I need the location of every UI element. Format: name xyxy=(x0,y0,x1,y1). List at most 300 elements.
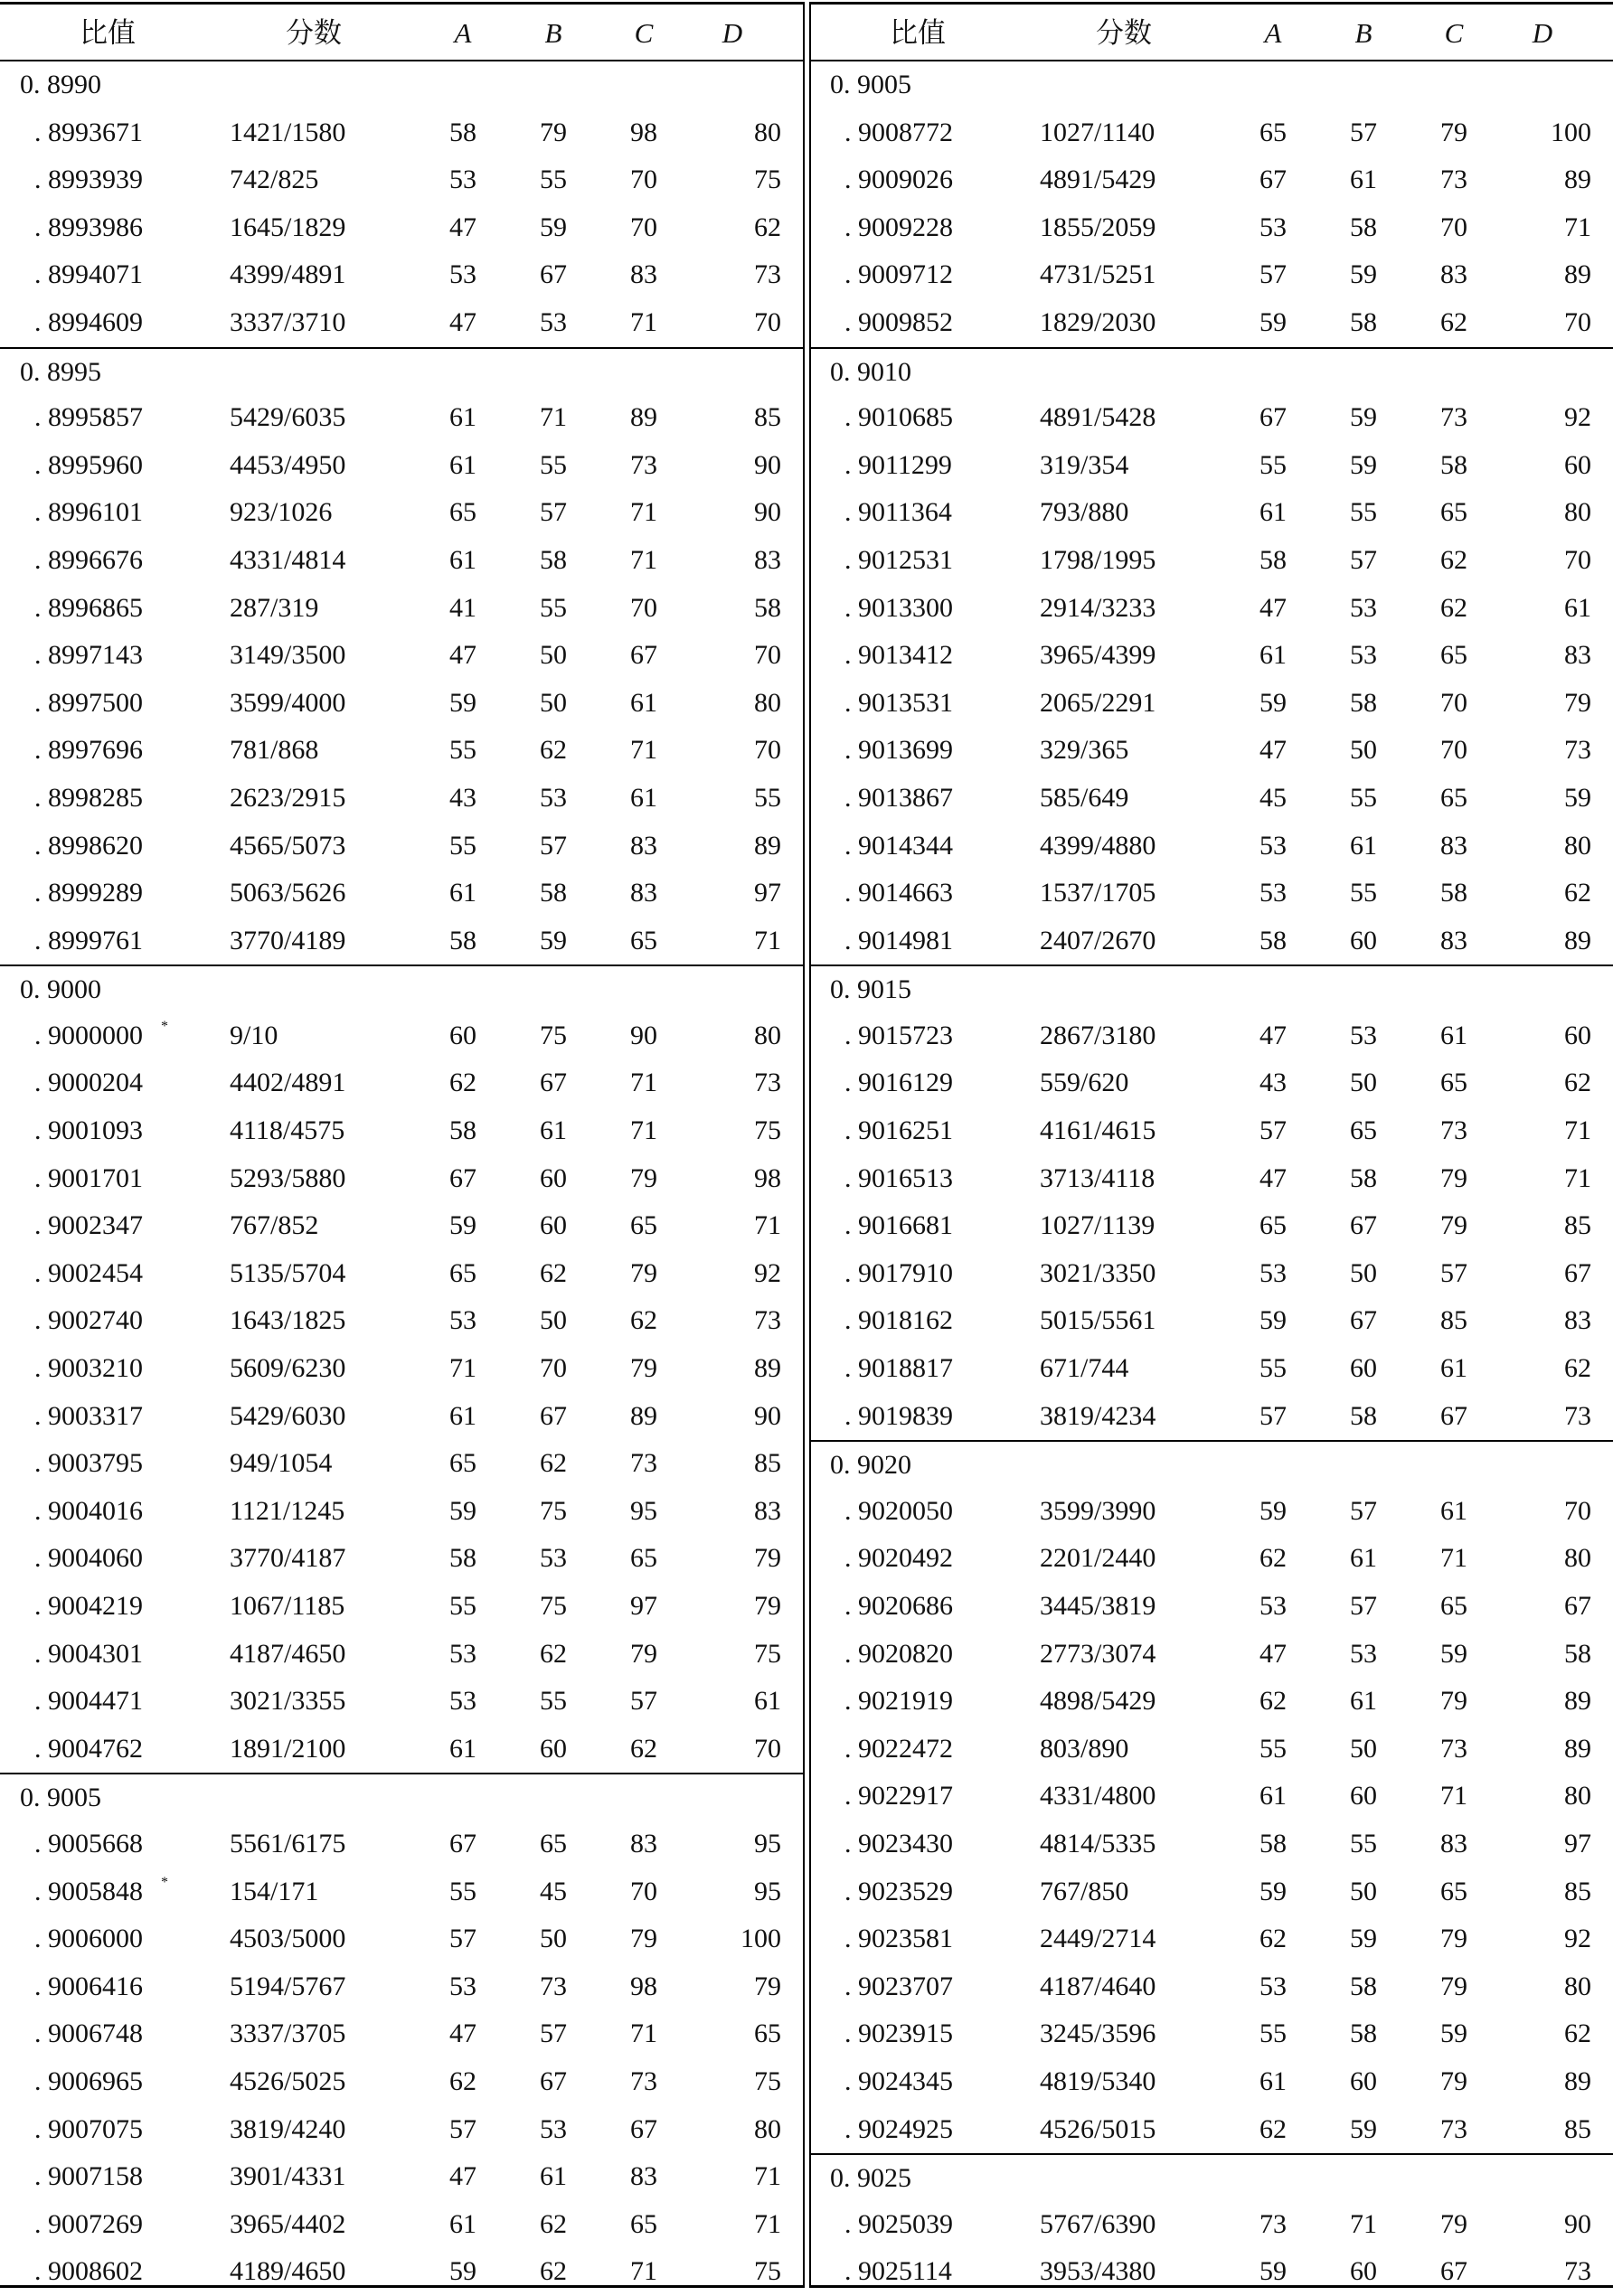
b-cell: 59 xyxy=(1350,402,1377,433)
double-rule-left xyxy=(803,2,805,2288)
b-cell: 57 xyxy=(540,2018,567,2049)
c-cell: 97 xyxy=(630,1591,657,1621)
d-cell: 71 xyxy=(1564,1115,1591,1146)
header-d: D xyxy=(1532,17,1553,49)
fraction-cell: 3599/3990 xyxy=(1040,1495,1156,1526)
fraction-cell: 923/1026 xyxy=(230,497,333,528)
ratio-cell: . 9023430 xyxy=(844,1828,953,1858)
b-cell: 61 xyxy=(1350,165,1377,195)
c-cell: 61 xyxy=(1440,1495,1467,1526)
b-cell: 62 xyxy=(540,1257,567,1288)
asterisk-mark: * xyxy=(161,1874,168,1890)
group-label: 0. 9010 xyxy=(830,356,911,387)
ratio-cell: . 9006965 xyxy=(34,2065,143,2096)
b-cell: 73 xyxy=(540,1971,567,2001)
d-cell: 60 xyxy=(1564,1020,1591,1050)
c-cell: 62 xyxy=(1440,592,1467,623)
c-cell: 58 xyxy=(1440,449,1467,480)
d-cell: 58 xyxy=(1564,1638,1591,1669)
fraction-cell: 4189/4650 xyxy=(230,2256,346,2287)
c-cell: 83 xyxy=(1440,259,1467,290)
table-row xyxy=(0,775,803,823)
a-cell: 53 xyxy=(1259,1971,1287,2001)
c-cell: 62 xyxy=(630,1733,657,1764)
table-row xyxy=(0,394,803,442)
c-cell: 83 xyxy=(630,1828,657,1858)
ratio-cell: . 9016681 xyxy=(844,1210,953,1241)
ratio-cell: . 9006748 xyxy=(34,2018,143,2049)
c-cell: 67 xyxy=(1440,1400,1467,1431)
b-cell: 53 xyxy=(540,2113,567,2144)
ratio-cell: . 8996676 xyxy=(34,544,143,575)
ratio-cell: . 9016129 xyxy=(844,1068,953,1098)
a-cell: 55 xyxy=(1259,1353,1287,1384)
d-cell: 89 xyxy=(1564,1733,1591,1764)
b-cell: 58 xyxy=(1350,687,1377,718)
d-cell: 89 xyxy=(1564,165,1591,195)
table-row xyxy=(0,1915,803,1963)
table-row xyxy=(810,156,1613,204)
fraction-cell: 671/744 xyxy=(1040,1353,1129,1384)
ratio-cell: . 9022917 xyxy=(844,1781,953,1811)
fraction-cell: 3021/3350 xyxy=(1040,1257,1156,1288)
b-cell: 50 xyxy=(1350,1733,1377,1764)
c-cell: 73 xyxy=(1440,2113,1467,2144)
ratio-cell: . 9007075 xyxy=(34,2113,143,2144)
ratio-cell: . 9016251 xyxy=(844,1115,953,1146)
d-cell: 83 xyxy=(1564,640,1591,671)
c-cell: 70 xyxy=(630,165,657,195)
d-cell: 89 xyxy=(754,830,781,861)
group-heading xyxy=(0,61,803,109)
a-cell: 53 xyxy=(449,1686,476,1717)
d-cell: 92 xyxy=(754,1257,781,1288)
fraction-cell: 4503/5000 xyxy=(230,1924,346,1954)
d-cell: 98 xyxy=(754,1162,781,1193)
c-cell: 89 xyxy=(630,402,657,433)
fraction-cell: 1027/1139 xyxy=(1040,1210,1156,1241)
b-cell: 62 xyxy=(540,735,567,766)
ratio-cell: . 8995960 xyxy=(34,449,143,480)
fraction-cell: 3245/3596 xyxy=(1040,2018,1156,2049)
c-cell: 83 xyxy=(630,2161,657,2192)
ratio-cell: . 9019839 xyxy=(844,1400,953,1431)
b-cell: 71 xyxy=(1350,2208,1377,2239)
a-cell: 67 xyxy=(449,1162,476,1193)
b-cell: 62 xyxy=(540,1638,567,1669)
b-cell: 60 xyxy=(1350,2256,1377,2287)
fraction-cell: 4161/4615 xyxy=(1040,1115,1156,1146)
b-cell: 55 xyxy=(540,592,567,623)
ratio-cell: . 9013867 xyxy=(844,782,953,813)
d-cell: 73 xyxy=(754,1305,781,1336)
d-cell: 70 xyxy=(754,1733,781,1764)
fraction-cell: 1855/2059 xyxy=(1040,212,1156,242)
d-cell: 95 xyxy=(754,1876,781,1906)
b-cell: 53 xyxy=(1350,640,1377,671)
table-header xyxy=(0,5,803,61)
table-row xyxy=(810,2058,1613,2106)
a-cell: 65 xyxy=(449,1448,476,1479)
fraction-cell: 949/1054 xyxy=(230,1448,333,1479)
header-c: C xyxy=(634,17,654,49)
b-cell: 67 xyxy=(1350,1210,1377,1241)
table-row xyxy=(810,1345,1613,1393)
table-row xyxy=(0,1488,803,1536)
c-cell: 71 xyxy=(1440,1781,1467,1811)
c-cell: 67 xyxy=(1440,2256,1467,2287)
table-row xyxy=(810,109,1613,157)
b-cell: 67 xyxy=(1350,1305,1377,1336)
table-row xyxy=(0,917,803,965)
table-row xyxy=(810,1297,1613,1345)
b-cell: 60 xyxy=(540,1162,567,1193)
d-cell: 80 xyxy=(1564,497,1591,528)
b-cell: 55 xyxy=(540,1686,567,1717)
ratio-cell: . 9004762 xyxy=(34,1733,143,1764)
a-cell: 45 xyxy=(1259,782,1287,813)
table-row xyxy=(810,2010,1613,2058)
d-cell: 73 xyxy=(1564,1400,1591,1431)
c-cell: 71 xyxy=(630,497,657,528)
fraction-cell: 3337/3705 xyxy=(230,2018,346,2049)
c-cell: 73 xyxy=(1440,1115,1467,1146)
b-cell: 67 xyxy=(540,1068,567,1098)
ratio-cell: . 8996101 xyxy=(34,497,143,528)
d-cell: 90 xyxy=(754,449,781,480)
d-cell: 65 xyxy=(754,2018,781,2049)
d-cell: 73 xyxy=(1564,2256,1591,2287)
c-cell: 70 xyxy=(630,592,657,623)
b-cell: 50 xyxy=(1350,1068,1377,1098)
fraction-cell: 559/620 xyxy=(1040,1068,1129,1098)
ratio-cell: . 9024925 xyxy=(844,2113,953,2144)
fraction-cell: 3599/4000 xyxy=(230,687,346,718)
table-row xyxy=(810,1202,1613,1250)
a-cell: 61 xyxy=(449,878,476,908)
d-cell: 80 xyxy=(754,2113,781,2144)
a-cell: 59 xyxy=(1259,1305,1287,1336)
table-row xyxy=(0,1393,803,1441)
table-row xyxy=(0,727,803,775)
a-cell: 53 xyxy=(449,259,476,290)
c-cell: 79 xyxy=(1440,1924,1467,1954)
fraction-cell: 3149/3500 xyxy=(230,640,346,671)
d-cell: 92 xyxy=(1564,1924,1591,1954)
fraction-cell: 1798/1995 xyxy=(1040,544,1156,575)
fraction-cell: 2449/2714 xyxy=(1040,1924,1156,1954)
table-row xyxy=(0,632,803,680)
b-cell: 57 xyxy=(540,497,567,528)
right-table xyxy=(810,2,1613,2288)
a-cell: 57 xyxy=(1259,259,1287,290)
b-cell: 59 xyxy=(1350,2113,1377,2144)
table-row xyxy=(810,1726,1613,1774)
c-cell: 79 xyxy=(630,1162,657,1193)
ratio-cell: . 9009852 xyxy=(844,306,953,337)
table-row xyxy=(0,156,803,204)
fraction-cell: 3965/4399 xyxy=(1040,640,1156,671)
table-row xyxy=(810,394,1613,442)
header-ratio: 比值 xyxy=(890,17,946,49)
fraction-cell: 3965/4402 xyxy=(230,2208,346,2239)
c-cell: 79 xyxy=(630,1257,657,1288)
table-row xyxy=(810,1012,1613,1060)
header-b: B xyxy=(544,17,562,49)
table-row xyxy=(0,1821,803,1868)
group-heading xyxy=(810,2153,1613,2201)
d-cell: 83 xyxy=(754,544,781,575)
ratio-cell: . 9001093 xyxy=(34,1115,143,1146)
ratio-cell: . 9004060 xyxy=(34,1543,143,1574)
b-cell: 55 xyxy=(540,449,567,480)
c-cell: 65 xyxy=(1440,640,1467,671)
fraction-cell: 3713/4118 xyxy=(1040,1162,1156,1193)
b-cell: 62 xyxy=(540,1448,567,1479)
group-label: 0. 9025 xyxy=(830,2163,911,2194)
ratio-cell: . 9002740 xyxy=(34,1305,143,1336)
fraction-cell: 3770/4187 xyxy=(230,1543,346,1574)
a-cell: 53 xyxy=(1259,1591,1287,1621)
b-cell: 67 xyxy=(540,259,567,290)
table-row xyxy=(810,823,1613,870)
c-cell: 79 xyxy=(1440,2065,1467,2096)
table-row xyxy=(810,1393,1613,1441)
table-row xyxy=(0,1107,803,1155)
c-cell: 79 xyxy=(630,1353,657,1384)
d-cell: 79 xyxy=(754,1591,781,1621)
c-cell: 79 xyxy=(1440,1162,1467,1193)
fraction-cell: 5015/5561 xyxy=(1040,1305,1156,1336)
ratio-cell: . 8995857 xyxy=(34,402,143,433)
table-row xyxy=(0,489,803,537)
ratio-cell: . 8999289 xyxy=(34,878,143,908)
a-cell: 59 xyxy=(449,687,476,718)
ratio-cell: . 9004471 xyxy=(34,1686,143,1717)
b-cell: 58 xyxy=(1350,2018,1377,2049)
header-d: D xyxy=(722,17,743,49)
b-cell: 58 xyxy=(1350,1162,1377,1193)
c-cell: 65 xyxy=(630,925,657,955)
d-cell: 73 xyxy=(754,1068,781,1098)
d-cell: 85 xyxy=(1564,2113,1591,2144)
a-cell: 65 xyxy=(1259,117,1287,147)
ratio-cell: . 9009026 xyxy=(844,165,953,195)
ratio-cell: . 9025114 xyxy=(844,2256,952,2287)
b-cell: 59 xyxy=(1350,1924,1377,1954)
ratio-cell: . 8997143 xyxy=(34,640,143,671)
ratio-cell: . 9006000 xyxy=(34,1924,143,1954)
c-cell: 71 xyxy=(630,544,657,575)
ratio-cell: . 8997500 xyxy=(34,687,143,718)
table-row xyxy=(0,442,803,490)
table-row xyxy=(0,2201,803,2249)
ratio-cell: . 9021919 xyxy=(844,1686,953,1717)
a-cell: 58 xyxy=(1259,1828,1287,1858)
table-row xyxy=(810,204,1613,252)
c-cell: 83 xyxy=(1440,830,1467,861)
c-cell: 62 xyxy=(1440,306,1467,337)
table-row xyxy=(0,1012,803,1060)
fraction-cell: 5135/5704 xyxy=(230,1257,346,1288)
b-cell: 53 xyxy=(540,1543,567,1574)
c-cell: 71 xyxy=(1440,1543,1467,1574)
a-cell: 62 xyxy=(1259,1543,1287,1574)
table-row xyxy=(810,537,1613,585)
ratio-cell: . 9003795 xyxy=(34,1448,143,1479)
header-fraction: 分数 xyxy=(286,17,342,49)
d-cell: 70 xyxy=(1564,544,1591,575)
d-cell: 62 xyxy=(754,212,781,242)
table-row xyxy=(0,1297,803,1345)
header-a: A xyxy=(454,17,472,49)
b-cell: 61 xyxy=(1350,1686,1377,1717)
b-cell: 70 xyxy=(540,1353,567,1384)
c-cell: 70 xyxy=(630,1876,657,1906)
ratio-cell: . 9025039 xyxy=(844,2208,953,2239)
c-cell: 61 xyxy=(1440,1020,1467,1050)
d-cell: 73 xyxy=(1564,735,1591,766)
asterisk-mark: * xyxy=(161,1018,168,1034)
b-cell: 53 xyxy=(540,782,567,813)
d-cell: 70 xyxy=(1564,306,1591,337)
a-cell: 55 xyxy=(449,735,476,766)
fraction-cell: 767/852 xyxy=(230,1210,319,1241)
b-cell: 59 xyxy=(1350,259,1377,290)
group-label: 0. 9005 xyxy=(20,1783,101,1813)
fraction-cell: 793/880 xyxy=(1040,497,1129,528)
fraction-cell: 767/850 xyxy=(1040,1876,1129,1906)
d-cell: 71 xyxy=(754,2208,781,2239)
table-row xyxy=(0,2153,803,2201)
b-cell: 53 xyxy=(1350,1020,1377,1050)
ratio-cell: . 9009228 xyxy=(844,212,953,242)
table-row xyxy=(810,2248,1613,2296)
fraction-cell: 3770/4189 xyxy=(230,925,346,955)
group-heading xyxy=(0,347,803,395)
ratio-cell: . 9000204 xyxy=(34,1068,143,1098)
fraction-cell: 1645/1829 xyxy=(230,212,346,242)
d-cell: 71 xyxy=(754,2161,781,2192)
d-cell: 67 xyxy=(1564,1591,1591,1621)
d-cell: 89 xyxy=(1564,259,1591,290)
c-cell: 59 xyxy=(1440,1638,1467,1669)
ratio-cell: . 9013699 xyxy=(844,735,953,766)
fraction-cell: 3819/4234 xyxy=(1040,1400,1156,1431)
a-cell: 58 xyxy=(1259,925,1287,955)
table-row xyxy=(0,251,803,299)
ratio-cell: . 9004016 xyxy=(34,1495,143,1526)
fraction-cell: 1067/1185 xyxy=(230,1591,345,1621)
a-cell: 61 xyxy=(1259,497,1287,528)
fraction-cell: 2867/3180 xyxy=(1040,1020,1156,1050)
a-cell: 62 xyxy=(1259,1686,1287,1717)
b-cell: 53 xyxy=(1350,592,1377,623)
b-cell: 57 xyxy=(1350,117,1377,147)
d-cell: 73 xyxy=(754,259,781,290)
fraction-cell: 5429/6030 xyxy=(230,1400,346,1431)
a-cell: 61 xyxy=(449,402,476,433)
d-cell: 97 xyxy=(1564,1828,1591,1858)
c-cell: 73 xyxy=(1440,1733,1467,1764)
a-cell: 47 xyxy=(449,2018,476,2049)
table-row xyxy=(0,1535,803,1583)
fraction-cell: 329/365 xyxy=(1040,735,1129,766)
a-cell: 65 xyxy=(449,1257,476,1288)
a-cell: 47 xyxy=(1259,735,1287,766)
c-cell: 83 xyxy=(630,830,657,861)
fraction-cell: 3021/3355 xyxy=(230,1686,346,1717)
group-heading xyxy=(810,347,1613,395)
a-cell: 47 xyxy=(1259,1638,1287,1669)
table-row xyxy=(0,823,803,870)
a-cell: 55 xyxy=(1259,2018,1287,2049)
d-cell: 70 xyxy=(754,735,781,766)
c-cell: 65 xyxy=(1440,782,1467,813)
fraction-cell: 1121/1245 xyxy=(230,1495,345,1526)
table-row xyxy=(0,870,803,917)
a-cell: 53 xyxy=(449,1638,476,1669)
c-cell: 79 xyxy=(1440,2208,1467,2239)
a-cell: 57 xyxy=(1259,1400,1287,1431)
ratio-cell: . 9013300 xyxy=(844,592,953,623)
a-cell: 67 xyxy=(1259,402,1287,433)
c-cell: 62 xyxy=(1440,544,1467,575)
d-cell: 100 xyxy=(740,1924,781,1954)
d-cell: 85 xyxy=(1564,1876,1591,1906)
group-label: 0. 9005 xyxy=(830,70,911,99)
a-cell: 53 xyxy=(449,1971,476,2001)
c-cell: 65 xyxy=(1440,1591,1467,1621)
b-cell: 60 xyxy=(540,1210,567,1241)
a-cell: 55 xyxy=(1259,1733,1287,1764)
d-cell: 80 xyxy=(1564,830,1591,861)
a-cell: 59 xyxy=(449,1210,476,1241)
d-cell: 90 xyxy=(754,1400,781,1431)
d-cell: 75 xyxy=(754,1115,781,1146)
ratio-cell: . 9010685 xyxy=(844,402,953,433)
c-cell: 61 xyxy=(1440,1353,1467,1384)
b-cell: 58 xyxy=(1350,1400,1377,1431)
b-cell: 50 xyxy=(540,687,567,718)
fraction-cell: 4898/5429 xyxy=(1040,1686,1156,1717)
table-row xyxy=(810,1631,1613,1679)
a-cell: 47 xyxy=(449,2161,476,2192)
ratio-cell: . 9020050 xyxy=(844,1495,953,1526)
a-cell: 73 xyxy=(1259,2208,1287,2239)
fraction-cell: 1643/1825 xyxy=(230,1305,346,1336)
d-cell: 62 xyxy=(1564,1068,1591,1098)
ratio-cell: . 9014344 xyxy=(844,830,953,861)
header-fraction: 分数 xyxy=(1096,17,1152,49)
table-row xyxy=(810,1155,1613,1203)
b-cell: 61 xyxy=(540,1115,567,1146)
d-cell: 71 xyxy=(754,1210,781,1241)
b-cell: 58 xyxy=(1350,1971,1377,2001)
a-cell: 65 xyxy=(449,497,476,528)
c-cell: 70 xyxy=(1440,687,1467,718)
d-cell: 79 xyxy=(754,1543,781,1574)
table-row xyxy=(810,1059,1613,1107)
group-label: 0. 9000 xyxy=(20,974,101,1005)
fraction-cell: 287/319 xyxy=(230,592,319,623)
table-row xyxy=(0,585,803,633)
table-row xyxy=(810,251,1613,299)
b-cell: 60 xyxy=(1350,1781,1377,1811)
a-cell: 53 xyxy=(1259,1257,1287,1288)
fraction-cell: 4814/5335 xyxy=(1040,1828,1156,1858)
b-cell: 61 xyxy=(1350,830,1377,861)
